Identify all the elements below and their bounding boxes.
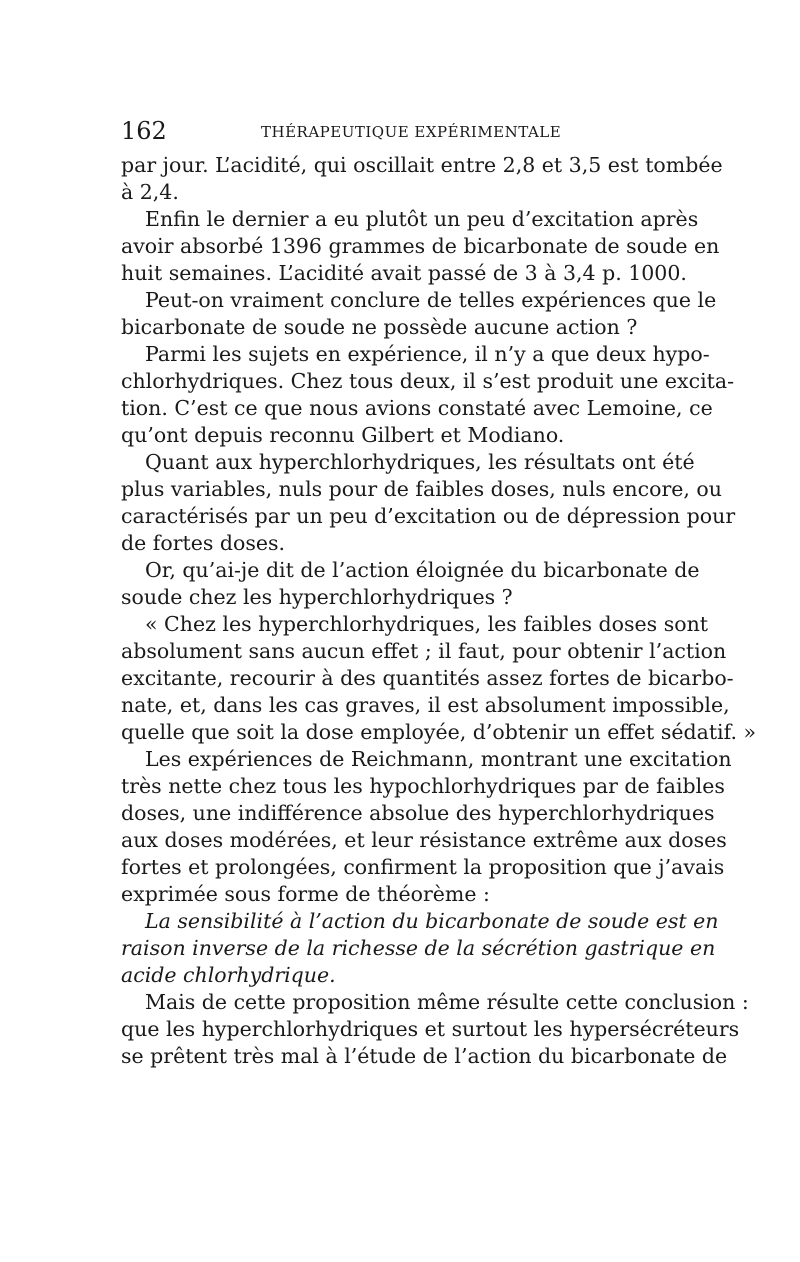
text-line: avoir absorbé 1396 grammes de bicarbonate de soude en	[121, 234, 720, 258]
text-line: par jour. L’acidité, qui oscillait entre 2,8 et 3,5 est tombée	[121, 153, 723, 177]
text-line: de fortes doses.	[121, 531, 286, 555]
text-line: doses, une indifférence absolue des hyperchlorhydriques	[121, 801, 715, 825]
text-line: excitante, recourir à des quantités assez fortes de bicarbo-	[121, 666, 734, 690]
body-text	[121, 152, 757, 1070]
text-line: bicarbonate de soude ne possède aucune action ?	[121, 315, 638, 339]
page-number: 162	[121, 117, 167, 145]
text-line: nate, et, dans les cas graves, il est absolument impossible,	[121, 693, 730, 717]
text-line: fortes et prolongées, confirment la proposition que j’avais	[121, 855, 725, 879]
running-title: THÉRAPEUTIQUE EXPÉRIMENTALE	[261, 123, 562, 141]
text-line: tion. C’est ce que nous avions constaté avec Lemoine, ce	[121, 396, 713, 420]
text-line: « Chez les hyperchlorhydriques, les faibles doses sont	[145, 612, 709, 636]
text-line: caractérisés par un peu d’excitation ou de dépression pour	[121, 504, 736, 528]
text-line: qu’ont depuis reconnu Gilbert et Modiano.	[121, 423, 565, 447]
text-line: raison inverse de la richesse de la sécrétion gastrique en	[121, 936, 716, 960]
text-line: Peut-on vraiment conclure de telles expériences que le	[145, 288, 717, 312]
text-line: huit semaines. L’acidité avait passé de 3 à 3,4 p. 1000.	[121, 261, 687, 285]
text-line: Quant aux hyperchlorhydriques, les résultats ont été	[145, 450, 695, 474]
text-line: se prêtent très mal à l’étude de l’action du bicarbonate de	[121, 1044, 728, 1068]
text-line: que les hyperchlorhydriques et surtout les hypersécréteurs	[121, 1017, 740, 1041]
text-line: aux doses modérées, et leur résistance extrême aux doses	[121, 828, 727, 852]
page-header	[121, 116, 680, 146]
text-line: absolument sans aucun effet ; il faut, pour obtenir l’action	[121, 639, 727, 663]
text-line: exprimée sous forme de théorème :	[121, 882, 490, 906]
text-line: chlorhydriques. Chez tous deux, il s’est produit une excita-	[121, 369, 735, 393]
text-line: Parmi les sujets en expérience, il n’y a que deux hypo-	[145, 342, 710, 366]
text-line: Mais de cette proposition même résulte cette conclusion :	[145, 990, 749, 1014]
text-line: Enfin le dernier a eu plutôt un peu d’excitation après	[145, 207, 699, 231]
text-line: soude chez les hyperchlorhydriques ?	[121, 585, 513, 609]
text-line: acide chlorhydrique.	[121, 963, 336, 987]
text-line: à 2,4.	[121, 180, 179, 204]
text-line: quelle que soit la dose employée, d’obtenir un effet sédatif. »	[121, 720, 757, 744]
text-line: Les expériences de Reichmann, montrant une excitation	[145, 747, 732, 771]
text-line: très nette chez tous les hypochlorhydriques par de faibles	[121, 774, 725, 798]
text-line: Or, qu’ai-je dit de l’action éloignée du bicarbonate de	[145, 558, 700, 582]
text-line: plus variables, nuls pour de faibles doses, nuls encore, ou	[121, 477, 722, 501]
text-line: La sensibilité à l’action du bicarbonate de soude est en	[145, 909, 719, 933]
